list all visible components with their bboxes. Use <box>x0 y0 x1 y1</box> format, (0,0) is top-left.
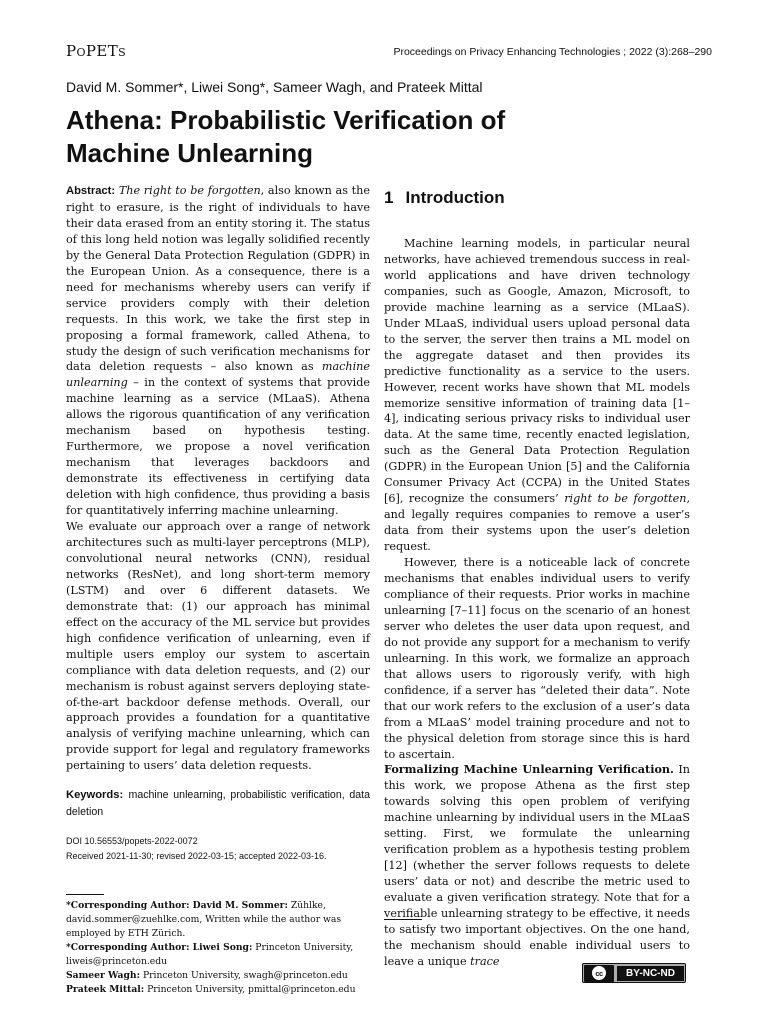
footnote-item <box>66 899 370 941</box>
doi: DOI 10.56553/popets-2022-0072 <box>66 836 198 847</box>
footnote-text: Princeton University, pmittal@princeton.edu <box>147 984 356 996</box>
intro-text-b: , and legally requires companies to remove a user’s data from their systems upon the user’s deletion request. <box>384 492 690 554</box>
footnote-label: *Corresponding Author: Liwei Song: <box>66 942 253 954</box>
footnote-item <box>66 969 370 983</box>
intro-italic: right to be forgotten <box>564 492 687 506</box>
section-heading <box>384 187 690 209</box>
intro-text-a: Machine learning models, in particular neural networks, have achieved tremendous success in real-world applications and have driven technology companies, such as Google, Amazon, Microsoft, to provide machine learning as a service (MLaaS). Under MLaaS, individual users upload personal data to the server, the server then trains a ML model on the aggregate dataset and then provides its predictive functionality as a service to the users. However, recent works have shown that ML models memorize sensitive information of training data [1–4], indicating serious privacy risks to individual user data. At the same time, recently enacted legislation, such as the General Data Protection Regulation (GDPR) in the European Union [5] and the California Consumer Privacy Act (CCPA) in the United States [6], recognize the consumers’ <box>384 237 690 506</box>
run-in-heading: Formalizing Machine Unlearning Verification. <box>384 762 674 777</box>
abstract-italic-mid: machine unlearning <box>66 360 370 390</box>
keywords-text: machine unlearning, probabilistic verification, data deletion <box>66 789 370 819</box>
journal-logo: PoPETs <box>66 42 127 60</box>
section-number: 1 <box>384 188 394 207</box>
footnote-text: Princeton University, swagh@princeton.edu <box>142 970 348 982</box>
intro-paragraph-1 <box>384 236 690 555</box>
cc-circle-icon: cc <box>592 966 606 980</box>
intro-italic-trace: trace <box>470 954 500 968</box>
section-title: Introduction <box>405 188 505 207</box>
abstract-text-a: , also known as the right to erasure, is the right of individuals to have their data erased from an entity storing it. The status of this long held notion was legally solidified recently by the General Data Protection Regulation (GDPR) in the European Union. As a consequence, there is a need for mechanisms whereby users can verify if service providers comply with their deletion requests. In this work, we take the first step in proposing a formal framework, called Athena, to study the design of such verification mechanisms for data deletion requests – also known as <box>66 184 370 374</box>
intro-paragraph-2: However, there is a noticeable lack of concrete mechanisms that enables individual users to verify compliance of their requests. Prior works in machine unlearning [7–11] focus on the scenario of an honest server who deletes the user data upon request, and do not provide any support for a mechanism to verify unlearning. In this work, we formalize an approach that allows users to rigorously verify, with high confidence, if a server has “deleted their data”. Note that our work refers to the exclusion of a user’s data from a MLaaS’ model training procedure and not to the physical deletion from storage since this is hard to ascertain. <box>384 556 690 761</box>
footnote-label: *Corresponding Author: David M. Sommer: <box>66 900 288 912</box>
intro-text-c: In this work, we propose Athena as the first step towards solving this open problem of verifying machine unlearning by individual users in the MLaaS setting. First, we formulate the unlearning verification problem as a hypothesis testing problem [12] (whether the server follows requests to delete users’ data or not) and describe the metric used to evaluate a given verification strategy. Note that for a verifiable unlearning strategy to be effective, it needs to satisfy two important objectives. On the one hand, the mechanism should enable individual users to leave a unique <box>384 763 690 968</box>
abstract-paragraph-2: We evaluate our approach over a range of network architectures such as multi-layer perceptrons (MLP), convolutional neural networks (CNN), residual networks (ResNet), and long short-term memory (LSTM) and over 6 different datasets. We demonstrate that: (1) our approach has minimal effect on the accuracy of the ML service but provides high confidence verification of unlearning, even if multiple users employ our system to ascertain compliance with data deletion requests, and (2) our mechanism is robust against servers deploying state-of-the-art backdoor defense methods. Overall, our approach provides a foundation for a quantitative analysis of verifying machine unlearning, which can provide support for legal and regulatory frameworks pertaining to users’ data deletion requests. <box>66 520 370 773</box>
abstract-label: Abstract: <box>66 185 116 197</box>
keywords <box>66 787 370 821</box>
abstract-paragraph-1 <box>66 183 370 519</box>
footnote-item <box>66 983 370 997</box>
paper-title: Athena: Probabilistic Verification of Machine Unlearning <box>66 105 506 168</box>
intro-paragraph-3 <box>384 762 690 969</box>
proceedings-line: Proceedings on Privacy Enhancing Technologies ; 2022 (3):268–290 <box>393 46 712 58</box>
author-list: David M. Sommer*, Liwei Song*, Sameer Wagh, and Prateek Mittal <box>66 79 483 95</box>
footnote-label: Sameer Wagh: <box>66 970 141 982</box>
received-dates: Received 2021-11-30; revised 2022-03-15; accepted 2022-03-16. <box>66 851 327 862</box>
abstract-text-b: – in the context of systems that provide machine learning as a service (MLaaS). Athena allows the rigorous quantification of any verification mechanism based on hypothesis testing. Furthermore, we propose a novel verification mechanism that leverages backdoors and demonstrate its effectiveness in certifying data deletion with high confidence, thus providing a basis for quantitatively inferring machine unlearning. <box>66 376 370 518</box>
abstract-italic-start: The right to be forgotten <box>118 184 261 197</box>
left-column <box>66 183 370 997</box>
footnotes <box>66 899 370 997</box>
cc-license-badge[interactable] <box>582 963 686 983</box>
footnote-label: Prateek Mittal: <box>66 984 145 996</box>
license-text: BY-NC-ND <box>617 966 684 981</box>
cc-icon <box>584 965 614 982</box>
right-column <box>384 183 690 970</box>
footnote-item <box>66 941 370 969</box>
footnote-rule <box>66 894 104 895</box>
footnote-text: Zühlke, david.sommer@zuehlke.com, Written while the author was employed by ETH Zürich. <box>66 900 342 940</box>
footnote-text: Princeton University, liweis@princeton.edu <box>66 942 354 968</box>
keywords-label: Keywords: <box>66 789 124 802</box>
footnote-rule-right <box>384 919 422 920</box>
